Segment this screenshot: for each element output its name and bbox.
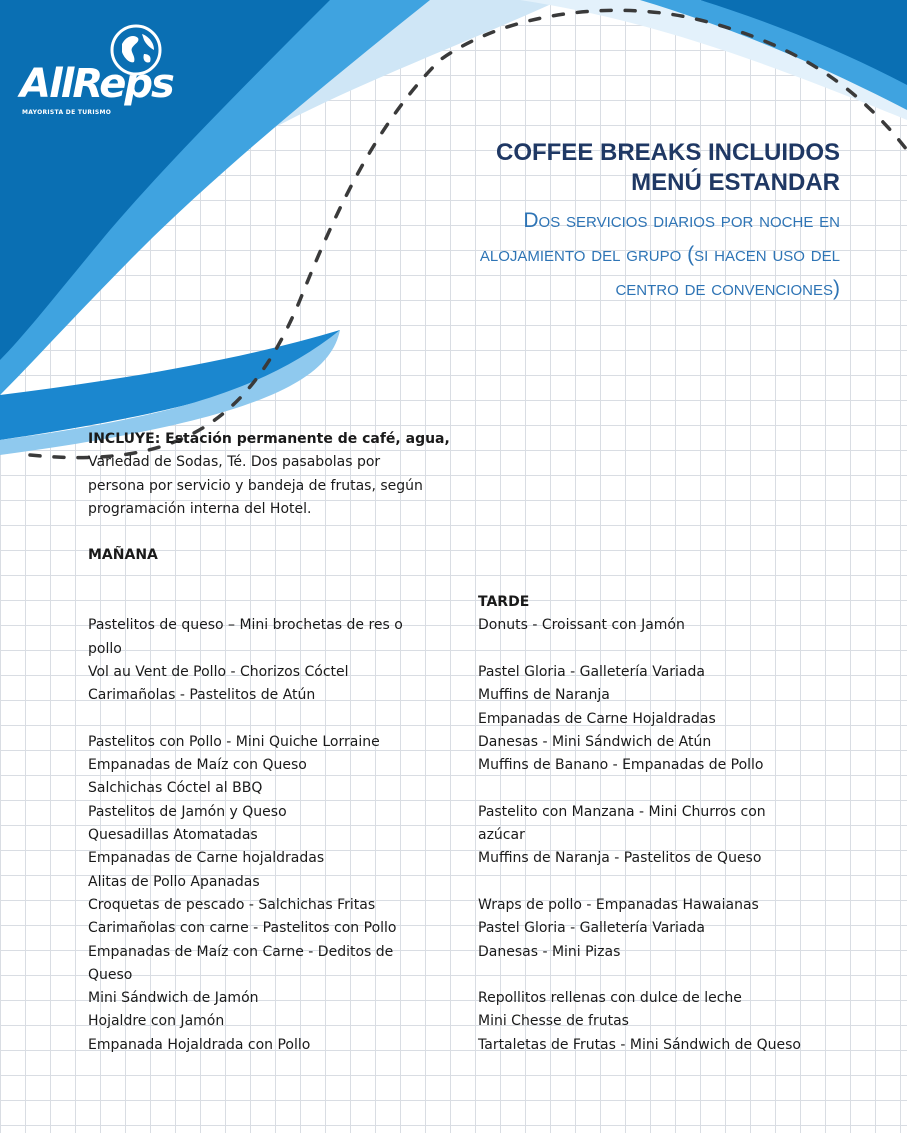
- intro-line: [478, 498, 878, 521]
- menu-item-line: Quesadillas Atomatadas: [88, 827, 258, 844]
- afternoon-item: [478, 894, 878, 917]
- menu-row: [88, 987, 878, 1010]
- afternoon-item: [478, 661, 878, 684]
- menu-item-line: Mini Sándwich de Jamón: [88, 990, 259, 1007]
- morning-item: [88, 917, 478, 940]
- service-description-line-3: centro de convenciones): [615, 277, 840, 300]
- intro-line: [478, 568, 878, 591]
- intro-left: [88, 428, 478, 614]
- menu-row: [88, 801, 878, 848]
- menu-item-line: Tartaletas de Frutas - Mini Sándwich de Queso: [478, 1036, 801, 1053]
- afternoon-item: [478, 731, 878, 754]
- menu-item-line: Carimañolas con carne - Pastelitos con Pollo: [88, 920, 397, 937]
- morning-item: [88, 661, 478, 684]
- menu-item-line: Muffins de Banano - Empanadas de Pollo: [478, 757, 764, 774]
- menu-row: [88, 941, 878, 988]
- menu-item-line: Danesas - Mini Pizas: [478, 943, 621, 960]
- menu-item-line: Pastelitos con Pollo - Mini Quiche Lorraine: [88, 733, 380, 750]
- afternoon-item: [478, 684, 878, 731]
- intro-line: [478, 521, 878, 544]
- morning-item: [88, 614, 478, 661]
- logo-tagline: MAYORISTA DE TURISMO: [22, 109, 112, 116]
- menu-row: [88, 754, 878, 801]
- menu-item-line: Wraps de pollo - Empanadas Hawaianas: [478, 896, 759, 913]
- morning-item: [88, 801, 478, 848]
- afternoon-item: [478, 917, 878, 940]
- morning-item: [88, 941, 478, 988]
- menu-row: [88, 1034, 878, 1057]
- service-description-line-2: alojamiento del grupo (si hacen uso del: [479, 243, 840, 266]
- menu-item-line: Pastelitos de queso – Mini brochetas de res o: [88, 617, 403, 634]
- header: [280, 138, 840, 306]
- intro-line: [478, 475, 878, 498]
- afternoon-item: [478, 847, 878, 894]
- menu-row: [88, 731, 878, 754]
- morning-item: [88, 1010, 478, 1033]
- menu-item-line: Repollitos rellenas con dulce de leche: [478, 990, 742, 1007]
- afternoon-heading: TARDE: [478, 594, 530, 611]
- afternoon-item: [478, 1034, 878, 1057]
- intro-line: [478, 451, 878, 474]
- menu-item-line: Muffins de Naranja - Pastelitos de Queso: [478, 850, 762, 867]
- menu-item-line: Salchichas Cóctel al BBQ: [88, 780, 263, 797]
- menu-rows: [88, 614, 878, 1057]
- menu-item-line: Empanadas de Carne Hojaldradas: [478, 710, 716, 727]
- menu-row: [88, 614, 878, 661]
- menu-row: [88, 684, 878, 731]
- morning-item: [88, 754, 478, 801]
- morning-heading: MAÑANA: [88, 547, 158, 564]
- logo-wordmark: AllReps: [20, 61, 173, 107]
- intro-line: [88, 591, 478, 614]
- page-title: COFFEE BREAKS INCLUIDOS: [495, 139, 840, 166]
- menu-row: [88, 1010, 878, 1033]
- menu-row: [88, 847, 878, 894]
- menu-item-line: Pastel Gloria - Galletería Variada: [478, 920, 705, 937]
- afternoon-item: [478, 754, 878, 801]
- menu-item-line: Pastelito con Manzana - Mini Churros con: [478, 803, 766, 820]
- menu-item-line: Empanada Hojaldrada con Pollo: [88, 1036, 311, 1053]
- menu-item-line: Empanadas de Carne hojaldradas: [88, 850, 325, 867]
- menu-item-line: Vol au Vent de Pollo - Chorizos Cóctel: [88, 663, 349, 680]
- morning-item: [88, 894, 478, 917]
- menu-item-line: Empanadas de Maíz con Queso: [88, 757, 307, 774]
- afternoon-item: [478, 801, 878, 848]
- intro-line: [88, 521, 478, 544]
- intro-line: Variedad de Sodas, Té. Dos pasabolas por: [88, 454, 381, 471]
- morning-item: [88, 731, 478, 754]
- afternoon-item: [478, 987, 878, 1010]
- page-subtitle: MENÚ ESTANDAR: [631, 169, 840, 196]
- menu-row: [88, 661, 878, 684]
- menu-item-line: Empanadas de Maíz con Carne - Deditos de: [88, 943, 394, 960]
- menu-item-line: Croquetas de pescado - Salchichas Fritas: [88, 896, 376, 913]
- morning-item: [88, 847, 478, 894]
- service-description: [280, 204, 840, 306]
- service-description-line-1: Dos servicios diarios por noche en: [523, 209, 840, 232]
- menu-item-line: Muffins de Naranja: [478, 687, 610, 704]
- menu-item-line: Carimañolas - Pastelitos de Atún: [88, 687, 316, 704]
- menu-item-line: Mini Chesse de frutas: [478, 1013, 629, 1030]
- afternoon-item: [478, 614, 878, 661]
- afternoon-item: [478, 941, 878, 988]
- intro-line: programación interna del Hotel.: [88, 500, 312, 517]
- intro-line: [88, 568, 478, 591]
- intro-line: [478, 428, 878, 451]
- menu-item-line: azúcar: [478, 827, 525, 844]
- brand-logo: [20, 22, 173, 122]
- intro-line: INCLUYE: Estación permanente de café, agua,: [88, 431, 450, 447]
- menu-row: [88, 917, 878, 940]
- menu-item-line: Donuts - Croissant con Jamón: [478, 617, 685, 634]
- intro-right: [478, 428, 878, 614]
- menu-item-line: Alitas de Pollo Apanadas: [88, 873, 260, 890]
- menu-item-line: Pastel Gloria - Galletería Variada: [478, 663, 705, 680]
- afternoon-item: [478, 1010, 878, 1033]
- morning-item: [88, 987, 478, 1010]
- intro-block: [88, 428, 878, 614]
- menu-item-line: Danesas - Mini Sándwich de Atún: [478, 733, 712, 750]
- menu-item-line: Queso: [88, 966, 133, 983]
- menu-row: [88, 894, 878, 917]
- menu-item-line: Pastelitos de Jamón y Queso: [88, 803, 287, 820]
- menu-item-line: pollo: [88, 640, 122, 657]
- morning-item: [88, 1034, 478, 1057]
- intro-line: [478, 544, 878, 567]
- menu-table: [88, 428, 878, 1057]
- menu-item-line: Hojaldre con Jamón: [88, 1013, 225, 1030]
- intro-line: persona por servicio y bandeja de frutas, según: [88, 477, 423, 494]
- morning-item: [88, 684, 478, 731]
